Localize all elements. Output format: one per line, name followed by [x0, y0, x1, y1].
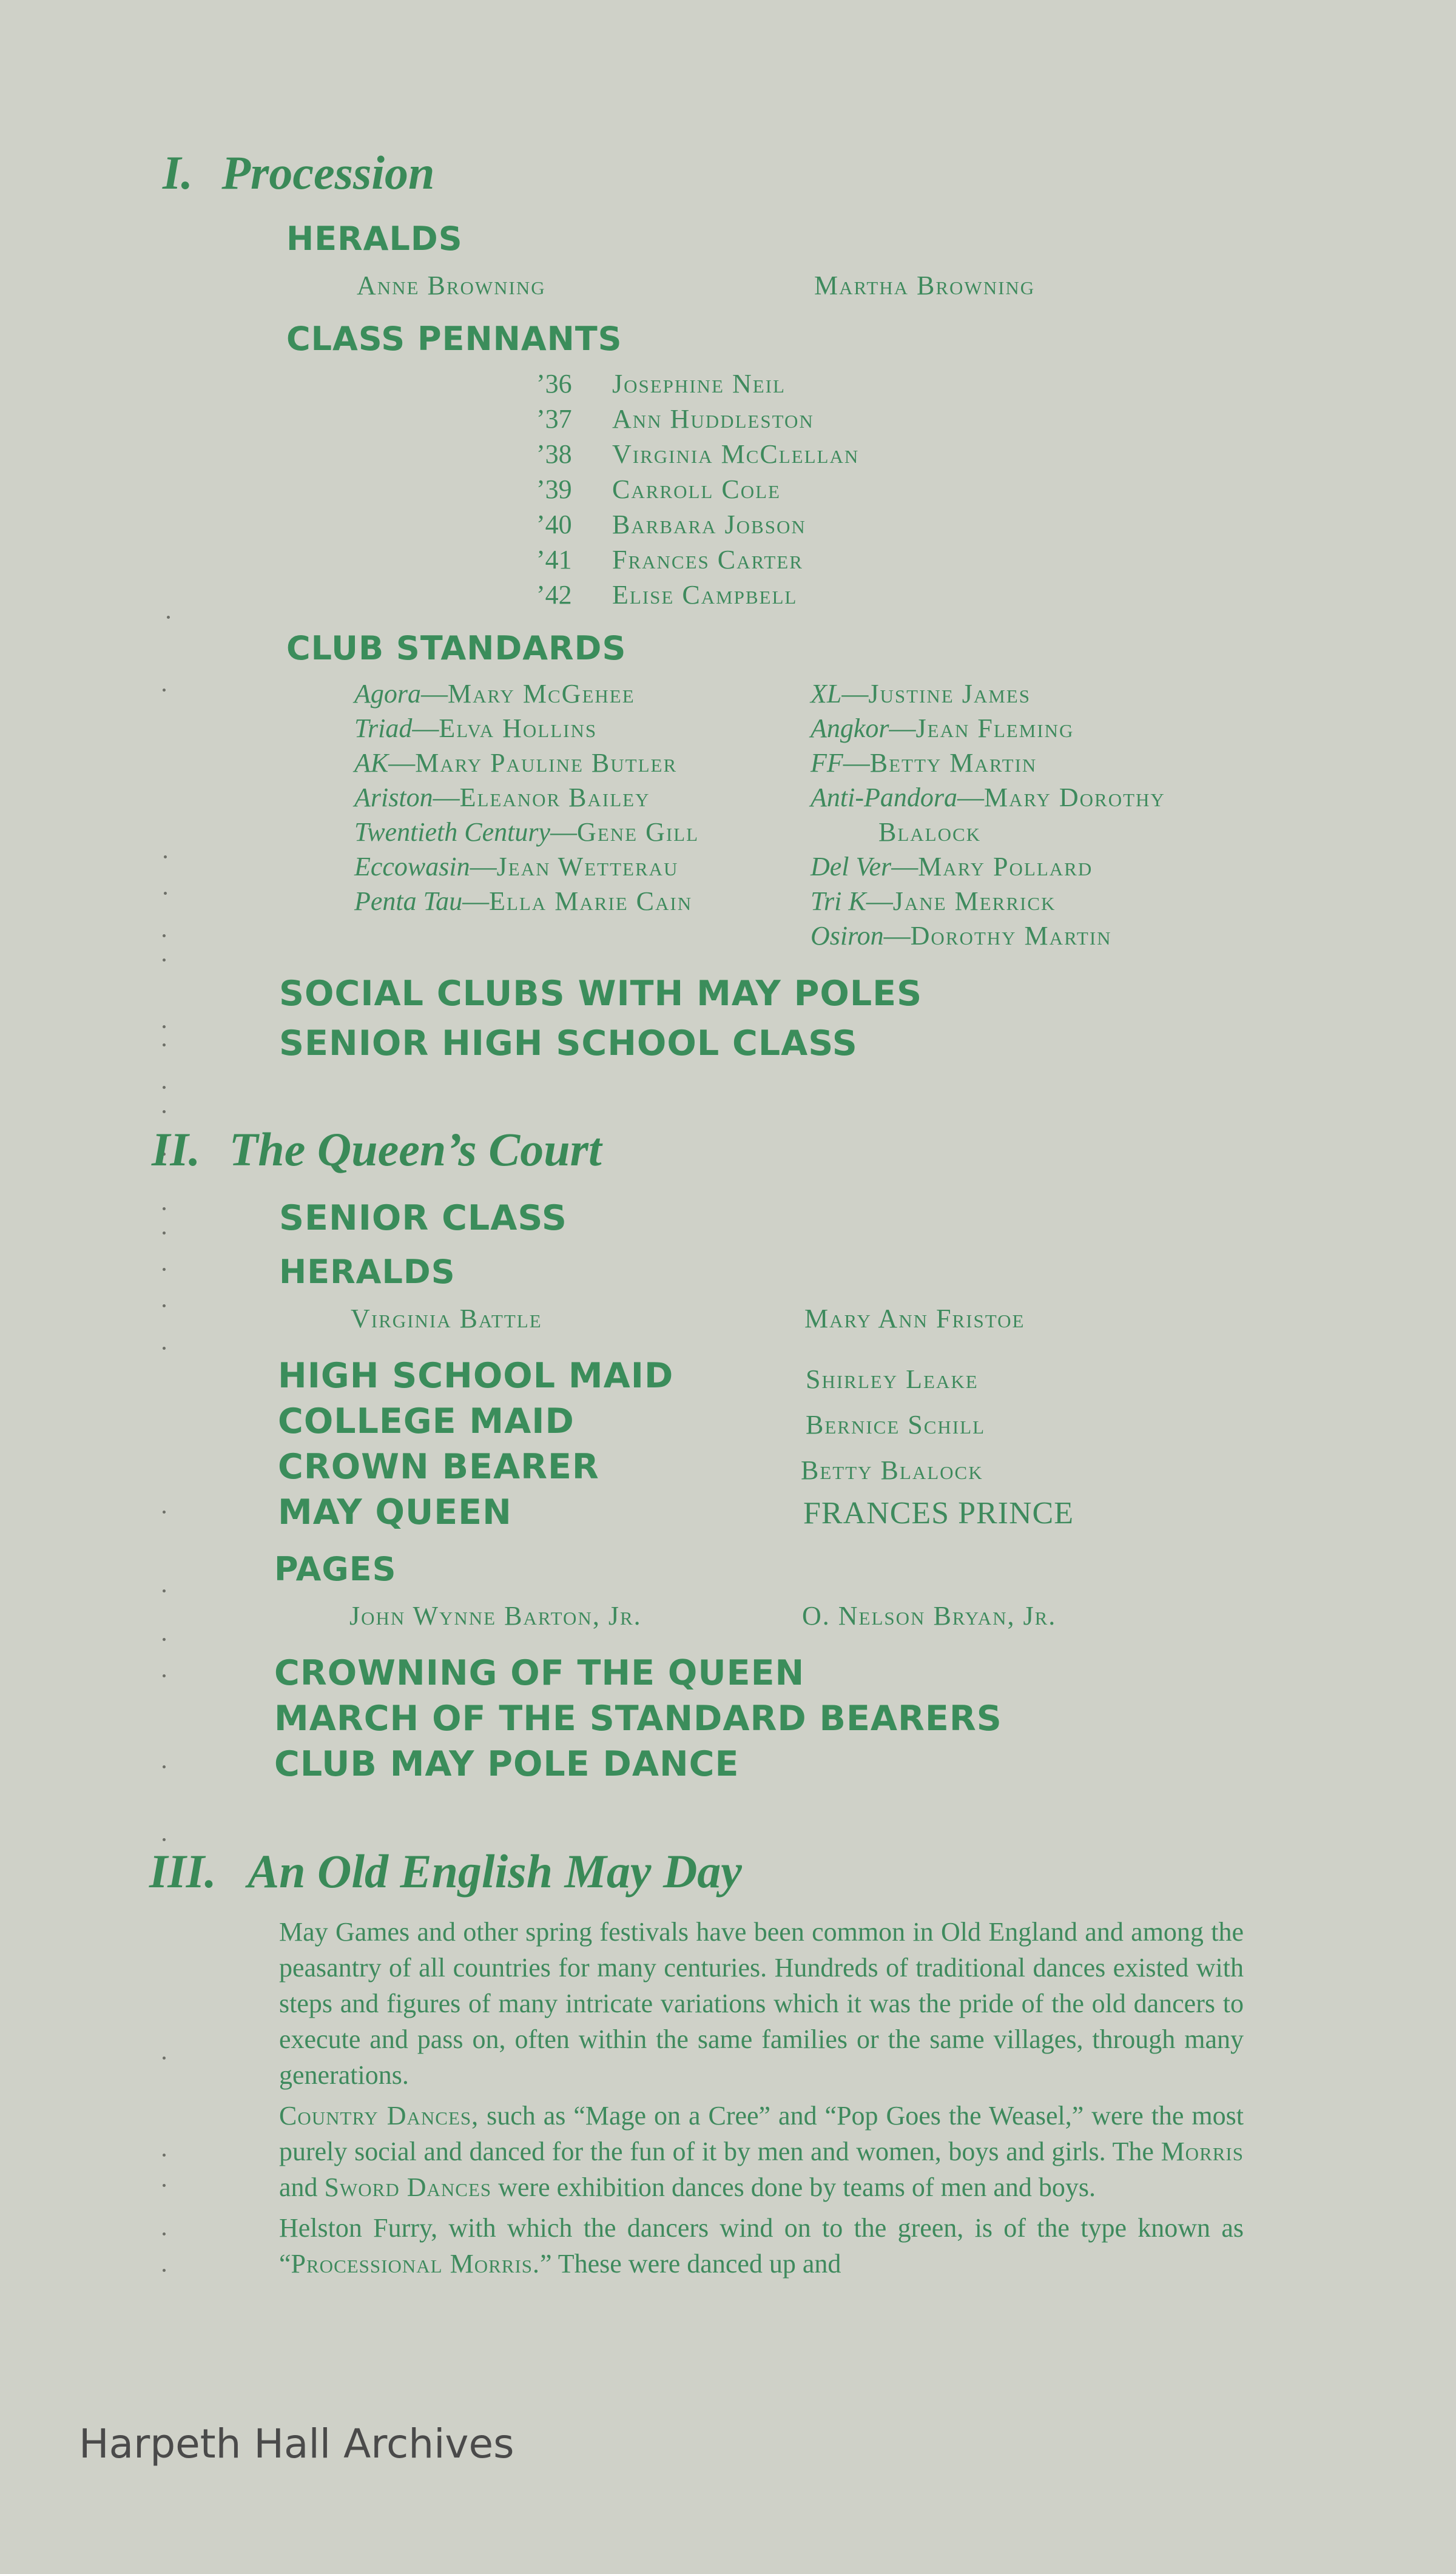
club-name: Eccowasin — [354, 852, 470, 881]
bearer-name: Jane Merrick — [892, 886, 1056, 916]
role-title: HIGH SCHOOL MAID — [278, 1356, 674, 1396]
social-clubs-line: SOCIAL CLUBS WITH MAY POLES — [279, 974, 923, 1014]
paragraph: Country Dances, such as “Mage on a Cree” and “Pop Goes the Weasel,” were the most purely social and danced for the fun of it by men and women, boys and girls. The Morris and Sword Dances were exhibition dances done by teams of men and boys. — [279, 2101, 1244, 2202]
bearer-name: Mary Pollard — [918, 852, 1093, 881]
section-3-title — [149, 1844, 742, 1899]
pages-heading: PAGES — [274, 1550, 397, 1588]
club-name: Angkor — [811, 713, 889, 743]
bearer-name: Justine James — [868, 679, 1031, 709]
pennant-row: ’40 Barbara Jobson — [536, 510, 806, 539]
page-name: O. Nelson Bryan, Jr. — [802, 1601, 1057, 1631]
herald-name: Martha Browning — [814, 271, 1036, 300]
role-title: MAY QUEEN — [278, 1492, 512, 1532]
club-standard-row: AK—Mary Pauline Butler — [354, 748, 678, 778]
court-event: CLUB MAY POLE DANCE — [274, 1744, 740, 1784]
pennant-name: Frances Carter — [612, 545, 803, 574]
section-1-heading: Procession — [221, 146, 435, 199]
role-name: Shirley Leake — [806, 1364, 979, 1394]
pennant-name: Josephine Neil — [612, 369, 786, 399]
club-standard-row: Angkor—Jean Fleming — [811, 713, 1074, 743]
club-standard-row: Agora—Mary McGehee — [354, 679, 635, 709]
bearer-name: Dorothy Martin — [910, 921, 1112, 951]
club-standards-heading: CLUB STANDARDS — [286, 629, 627, 667]
bearer-name: Eleanor Bailey — [459, 783, 650, 812]
court-event: CROWNING OF THE QUEEN — [274, 1653, 805, 1693]
section-3-numeral: III. — [149, 1845, 217, 1898]
bearer-name: Gene Gill — [577, 817, 699, 847]
club-standard-row: Tri K—Jane Merrick — [811, 886, 1056, 916]
club-standard-row: Penta Tau—Ella Marie Cain — [354, 886, 693, 916]
role-title: COLLEGE MAID — [278, 1401, 575, 1441]
club-name: Del Ver — [811, 852, 892, 881]
pennant-row: ’37 Ann Huddleston — [536, 404, 814, 434]
club-standard-row: Anti-Pandora—Mary Dorothy — [811, 783, 1165, 812]
archive-label: Harpeth Hall Archives — [79, 2421, 514, 2467]
section-3-heading: An Old English May Day — [248, 1845, 742, 1898]
pennant-name: Elise Campbell — [612, 580, 798, 610]
club-name: Twentieth Century — [354, 817, 551, 847]
club-standard-row: Triad—Elva Hollins — [354, 713, 598, 743]
club-standard-row: Ariston—Eleanor Bailey — [354, 783, 650, 812]
pennant-row: ’39 Carroll Cole — [536, 474, 781, 504]
may-day-description — [279, 1914, 1244, 2286]
class-pennants-heading: CLASS PENNANTS — [286, 320, 622, 358]
pennant-name: Barbara Jobson — [612, 510, 806, 539]
senior-class-line: SENIOR CLASS — [279, 1198, 567, 1238]
bearer-name: Mary Pauline Butler — [415, 748, 678, 778]
club-name: Triad — [354, 713, 413, 743]
page-name: John Wynne Barton, Jr. — [349, 1601, 642, 1631]
role-title: CROWN BEARER — [278, 1447, 599, 1487]
bearer-name: Blalock — [878, 817, 982, 847]
paragraph: Helston Furry, with which the dancers wind on to the green, is of the type known as “Processional Morris.” These were danced up and — [279, 2213, 1244, 2279]
paragraph: May Games and other spring festivals have been common in Old England and among the peasantry of all countries for many centuries. Hundreds of traditional dances existed with steps and figures of many intricate variations which it was the pride of the old dancers to execute and pass on, often within the same families or the same villages, through many generations. — [279, 1917, 1244, 2090]
role-name: Betty Blalock — [801, 1455, 983, 1485]
bearer-name: Mary McGehee — [448, 679, 635, 709]
pennant-row: ’41 Frances Carter — [536, 545, 803, 574]
court-heralds-heading: HERALDS — [279, 1253, 456, 1291]
pennant-name: Virginia McClellan — [612, 439, 860, 469]
bearer-name: Betty Martin — [869, 748, 1037, 778]
club-name: Tri K — [811, 886, 866, 916]
herald-name: Mary Ann Fristoe — [804, 1304, 1025, 1333]
section-2-heading: The Queen’s Court — [229, 1123, 602, 1176]
club-name: Penta Tau — [354, 886, 463, 916]
club-standard-row: XL—Justine James — [811, 679, 1031, 709]
club-standard-row: Eccowasin—Jean Wetterau — [354, 852, 679, 881]
club-name: AK — [354, 748, 389, 778]
club-standard-row: FF—Betty Martin — [811, 748, 1037, 778]
club-name: FF — [811, 748, 843, 778]
bearer-name: Jean Wetterau — [496, 852, 679, 881]
club-standard-row — [878, 817, 981, 847]
role-name: FRANCES PRINCE — [803, 1496, 1074, 1531]
section-1-numeral: I. — [163, 146, 193, 199]
herald-name: Anne Browning — [357, 271, 546, 300]
court-event: MARCH OF THE STANDARD BEARERS — [274, 1699, 1002, 1739]
club-name: Ariston — [354, 783, 433, 812]
club-name: Agora — [354, 679, 421, 709]
club-name: Osiron — [811, 921, 884, 951]
club-name: Anti-Pandora — [811, 783, 957, 812]
pennant-row: ’42 Elise Campbell — [536, 580, 798, 610]
senior-high-line: SENIOR HIGH SCHOOL CLASS — [279, 1023, 858, 1063]
club-standard-row: Osiron—Dorothy Martin — [811, 921, 1112, 951]
pennant-name: Carroll Cole — [612, 474, 781, 504]
heralds-heading: HERALDS — [286, 220, 463, 258]
club-standard-row: Del Ver—Mary Pollard — [811, 852, 1093, 881]
pennant-row: ’38 Virginia McClellan — [536, 439, 860, 469]
bearer-name: Ella Marie Cain — [489, 886, 693, 916]
herald-name: Virginia Battle — [351, 1304, 542, 1333]
club-standard-row: Twentieth Century—Gene Gill — [354, 817, 699, 847]
club-name: XL — [811, 679, 842, 709]
role-name: Bernice Schill — [806, 1410, 986, 1440]
pennant-name: Ann Huddleston — [612, 404, 814, 434]
bearer-name: Jean Fleming — [915, 713, 1074, 743]
section-2-title — [152, 1122, 602, 1177]
bearer-name: Mary Dorothy — [983, 783, 1165, 812]
pennant-row: ’36 Josephine Neil — [536, 369, 786, 399]
section-1-title — [163, 146, 434, 200]
bearer-name: Elva Hollins — [439, 713, 598, 743]
section-2-numeral: II. — [152, 1123, 201, 1176]
